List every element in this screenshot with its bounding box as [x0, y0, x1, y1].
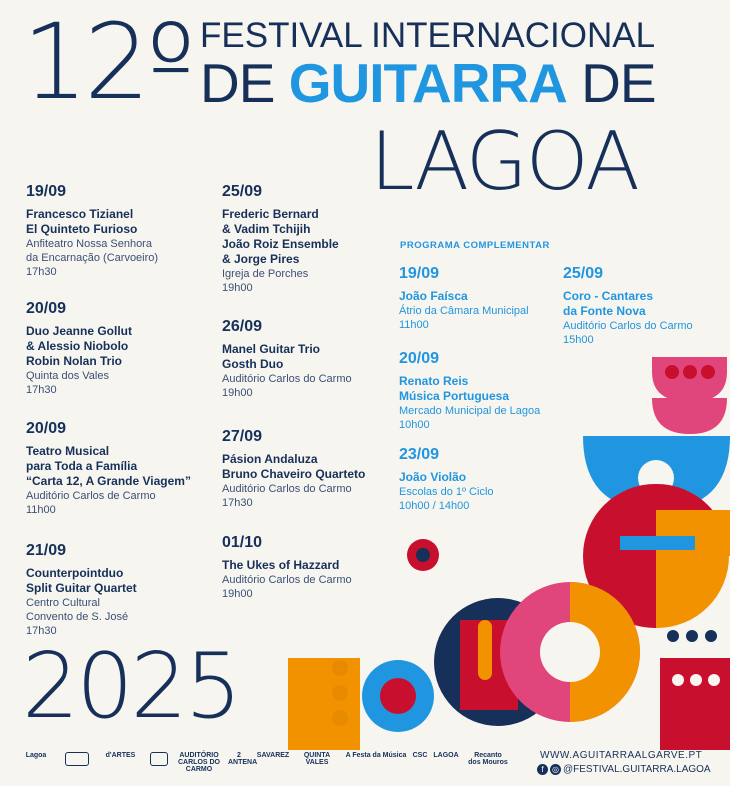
blue-ring-center [380, 678, 416, 714]
event-performer: Renato Reis [399, 374, 469, 388]
quad-orange [656, 556, 729, 628]
year: 2025 [22, 634, 240, 739]
event-performer: Pásion Andaluza [222, 452, 318, 466]
event-item [222, 183, 339, 295]
decorative-graphic [280, 350, 730, 750]
top-bowl [652, 357, 727, 402]
orange-dot [332, 660, 348, 676]
event-performer: Francesco Tizianel [26, 207, 134, 221]
top-bowl-dot [665, 365, 679, 379]
event-performer: João Roiz Ensemble [222, 237, 339, 251]
sponsor-logo: LAGOA [433, 752, 459, 759]
event-venue: Anfiteatro Nossa Senhora [26, 238, 152, 250]
event-date: 25/09 [563, 265, 604, 282]
event-performer: Gosth Duo [222, 357, 284, 371]
instagram-icon[interactable]: ◎ [550, 764, 561, 775]
event-performer: Frederic Bernard [222, 207, 319, 221]
event-performer: “Carta 12, A Grande Viagem” [26, 474, 191, 488]
event-time: 17h30 [26, 266, 57, 278]
event-performer: Split Guitar Quartet [26, 581, 137, 595]
top-bowl-dot [701, 365, 715, 379]
event-date: 26/09 [222, 318, 263, 335]
orange-square [288, 658, 360, 750]
event-time: 15h00 [563, 334, 594, 346]
event-item [26, 420, 191, 517]
sponsor-logo [65, 752, 89, 766]
navy-dot [667, 630, 679, 642]
sponsor-logo: AUDITÓRIO CARLOS DO CARMO [178, 752, 220, 773]
event-performer: Teatro Musical [26, 444, 110, 458]
title-highlight: GUITARRA [288, 52, 567, 114]
event-venue: Auditório Carlos do Carmo [563, 320, 693, 332]
sponsor-logo: Lagoa [25, 752, 47, 759]
event-venue: Auditório Carlos do Carmo [222, 373, 352, 385]
sponsor-logo [150, 752, 168, 766]
orange-dot [332, 710, 348, 726]
event-performer: João Violão [399, 470, 467, 484]
event-venue: Convento de S. José [26, 611, 129, 623]
event-item [26, 183, 158, 279]
sponsor-logo: Recanto dos Mouros [468, 752, 508, 766]
event-date: 21/09 [26, 542, 67, 559]
white-dot [672, 674, 684, 686]
event-date: 20/09 [399, 350, 440, 367]
event-time: 19h00 [222, 387, 253, 399]
white-dot [708, 674, 720, 686]
title-line-3: LAGOA [370, 115, 639, 208]
top-bowl-dot [683, 365, 697, 379]
event-time: 11h00 [26, 504, 56, 516]
event-performer: Bruno Chaveiro Quarteto [222, 467, 366, 481]
event-performer: Manel Guitar Trio [222, 342, 321, 356]
event-item [563, 265, 693, 347]
event-performer: Robin Nolan Trio [26, 354, 122, 368]
blue-bar [620, 536, 695, 550]
event-performer: para Toda a Família [26, 459, 138, 473]
sponsor-logo: SAVAREZ [256, 752, 290, 759]
event-venue: da Encarnação (Carvoeiro) [26, 252, 159, 264]
pink-circle-hole [540, 622, 600, 682]
event-item [26, 542, 137, 638]
event-performer: El Quinteto Furioso [26, 222, 138, 236]
event-venue: Auditório Carlos do Carmo [222, 483, 352, 495]
event-venue: Auditório Carlos de Carmo [26, 490, 156, 502]
pink-half-bowl [652, 398, 727, 434]
event-date: 01/10 [222, 534, 263, 551]
event-date: 23/09 [399, 446, 440, 463]
social-handle-text: @FESTIVAL.GUITARRA.LAGOA [563, 764, 711, 776]
event-performer: João Faísca [399, 289, 468, 303]
title-line-2 [200, 52, 656, 114]
event-time: 11h00 [399, 319, 429, 331]
navy-dot [686, 630, 698, 642]
orange-dot [332, 685, 348, 701]
programa-label: PROGRAMA COMPLEMENTAR [400, 240, 550, 251]
event-performer: Música Portuguesa [399, 389, 510, 403]
sponsor-logo: A Festa da Música [345, 752, 407, 759]
title-prefix: DE [200, 52, 289, 114]
event-performer: The Ukes of Hazzard [222, 558, 340, 572]
event-venue: Centro Cultural [26, 597, 100, 609]
orange-pill [478, 620, 492, 680]
event-time: 19h00 [222, 282, 253, 294]
event-performer: da Fonte Nova [563, 304, 646, 318]
event-date: 19/09 [26, 183, 67, 200]
event-venue: Átrio da Câmara Municipal [399, 305, 529, 317]
white-dot [690, 674, 702, 686]
event-time: 10h00 [399, 419, 430, 431]
event-item [26, 300, 132, 397]
sponsor-logo: CSC [412, 752, 428, 759]
event-performer: Duo Jeanne Gollut [26, 324, 133, 338]
social-handle[interactable] [537, 764, 711, 775]
facebook-icon[interactable]: f [537, 764, 548, 775]
event-time: 10h00 / 14h00 [399, 500, 470, 512]
title-suffix: DE [566, 52, 656, 114]
event-performer: & Jorge Pires [222, 252, 300, 266]
edition-number: 12º [22, 1, 192, 123]
sponsor-logo: d'ARTES [105, 752, 136, 759]
event-time: 19h00 [222, 588, 253, 600]
event-venue: Escolas do 1º Ciclo [399, 486, 494, 498]
event-time: 17h30 [26, 384, 57, 396]
small-navy-dot [416, 548, 430, 562]
sponsor-logo: QUINTA VALES [303, 752, 331, 766]
event-time: 17h30 [26, 625, 57, 637]
event-performer: & Alessio Niobolo [26, 339, 129, 353]
event-date: 25/09 [222, 183, 263, 200]
event-date: 27/09 [222, 428, 263, 445]
event-performer: & Vadim Tchijih [222, 222, 311, 236]
event-item [399, 265, 529, 332]
event-venue: Auditório Carlos de Carmo [222, 574, 352, 586]
event-venue: Mercado Municipal de Lagoa [399, 405, 541, 417]
event-date: 19/09 [399, 265, 440, 282]
event-performer: Coro - Cantares [563, 289, 654, 303]
website-url[interactable]: WWW.AGUITARRAALGARVE.PT [540, 750, 703, 761]
event-date: 20/09 [26, 300, 67, 317]
navy-dot [705, 630, 717, 642]
red-box [660, 658, 730, 750]
event-time: 17h30 [222, 497, 253, 509]
event-date: 20/09 [26, 420, 67, 437]
event-performer: Counterpointduo [26, 566, 124, 580]
event-venue: Igreja de Porches [222, 268, 309, 280]
event-venue: Quinta dos Vales [26, 370, 109, 382]
sponsor-logo: 2 ANTENA [228, 752, 258, 766]
title-line-1: FESTIVAL INTERNACIONAL [200, 16, 656, 55]
